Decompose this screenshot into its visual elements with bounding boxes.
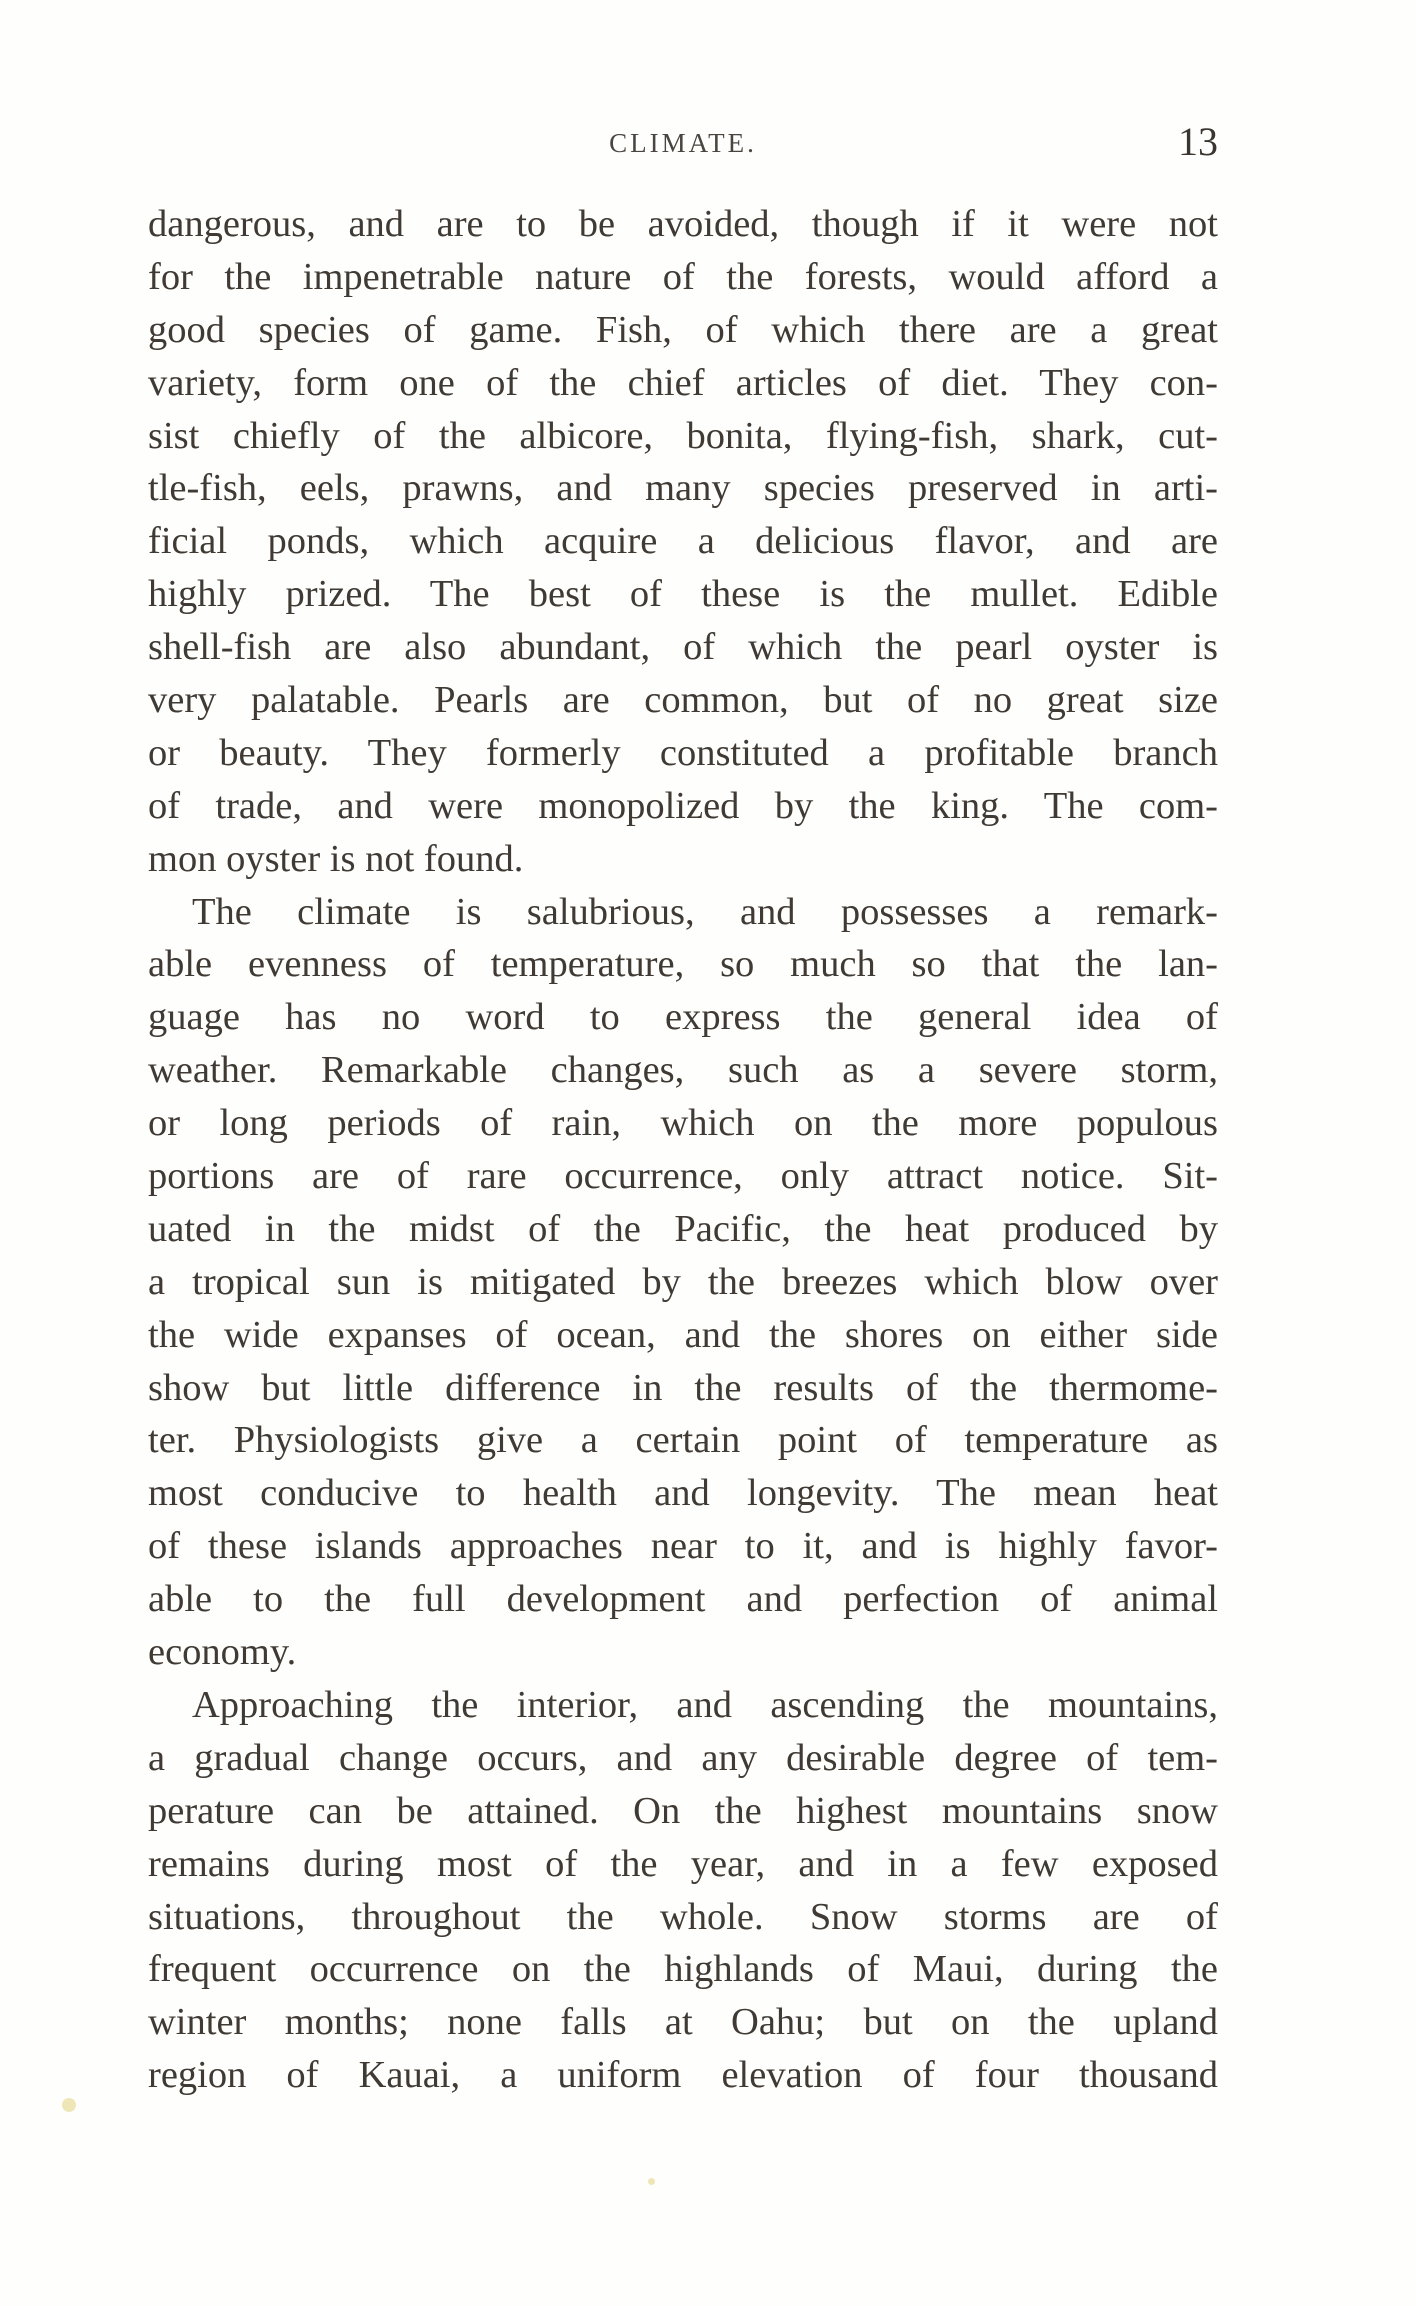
text-line: dangerous, and are to be avoided, though if it were not: [148, 203, 1218, 245]
text-line: perature can be attained. On the highest mountains snow: [148, 1789, 1218, 1832]
text-line: or long periods of rain, which on the more populous: [148, 1102, 1218, 1145]
text-line: portions are of rare occurrence, only attract notice. Sit-: [148, 1155, 1218, 1198]
text-line: economy.: [148, 1631, 297, 1674]
text-line: most conducive to health and longevity. The mean heat: [148, 1472, 1218, 1515]
text-line: highly prized. The best of these is the mullet. Edible: [148, 573, 1218, 616]
text-line: winter months; none falls at Oahu; but on the upland: [148, 2001, 1218, 2044]
text-line: remains during most of the year, and in a few exposed: [148, 1842, 1218, 1885]
text-line: region of Kauai, a uniform elevation of four thousand: [148, 2054, 1218, 2097]
text-line: ficial ponds, which acquire a delicious flavor, and are: [148, 520, 1218, 563]
text-line: show but little difference in the results of the thermome-: [148, 1366, 1218, 1409]
text-line: good species of game. Fish, of which there are a great: [148, 308, 1218, 351]
paper-speck: [62, 2098, 76, 2112]
text-line: the wide expanses of ocean, and the shores on either side: [148, 1313, 1218, 1356]
text-line: of these islands approaches near to it, and is highly favor-: [148, 1525, 1218, 1568]
text-line: guage has no word to express the general idea of: [148, 996, 1218, 1039]
text-line: uated in the midst of the Pacific, the heat produced by: [148, 1207, 1218, 1250]
paragraph-start-line: Approaching the interior, and ascending the mountains,: [192, 1683, 1218, 1726]
text-line: for the impenetrable nature of the forests, would afford a: [148, 255, 1218, 298]
text-line: tle-fish, eels, prawns, and many species preserved in arti-: [148, 467, 1218, 510]
text-line: frequent occurrence on the highlands of Maui, during the: [148, 1948, 1218, 1991]
page-number: 13: [1178, 119, 1218, 164]
text-line: able to the full development and perfection of animal: [148, 1578, 1218, 1621]
text-line: a gradual change occurs, and any desirable degree of tem-: [148, 1736, 1218, 1779]
paragraph-start-line: The climate is salubrious, and possesses a remark-: [192, 890, 1218, 933]
text-line: weather. Remarkable changes, such as a severe storm,: [148, 1049, 1218, 1092]
body-text: [148, 198, 1218, 2102]
text-line: able evenness of temperature, so much so that the lan-: [148, 943, 1218, 986]
text-line: very palatable. Pearls are common, but of no great size: [148, 679, 1218, 722]
text-line: sist chiefly of the albicore, bonita, flying-fish, shark, cut-: [148, 414, 1218, 457]
running-title: CLIMATE.: [609, 128, 757, 158]
running-head: [148, 118, 1218, 168]
text-line: ter. Physiologists give a certain point of temperature as: [148, 1419, 1218, 1462]
text-line: mon oyster is not found.: [148, 837, 524, 880]
text-line: shell-fish are also abundant, of which the pearl oyster is: [148, 626, 1218, 669]
paper-speck: [648, 2178, 655, 2185]
text-line: or beauty. They formerly constituted a profitable branch: [148, 731, 1218, 774]
text-line: variety, form one of the chief articles of diet. They con-: [148, 361, 1218, 404]
text-line: situations, throughout the whole. Snow storms are of: [148, 1895, 1218, 1938]
text-line: of trade, and were monopolized by the king. The com-: [148, 784, 1218, 827]
text-line: a tropical sun is mitigated by the breezes which blow over: [148, 1260, 1218, 1303]
